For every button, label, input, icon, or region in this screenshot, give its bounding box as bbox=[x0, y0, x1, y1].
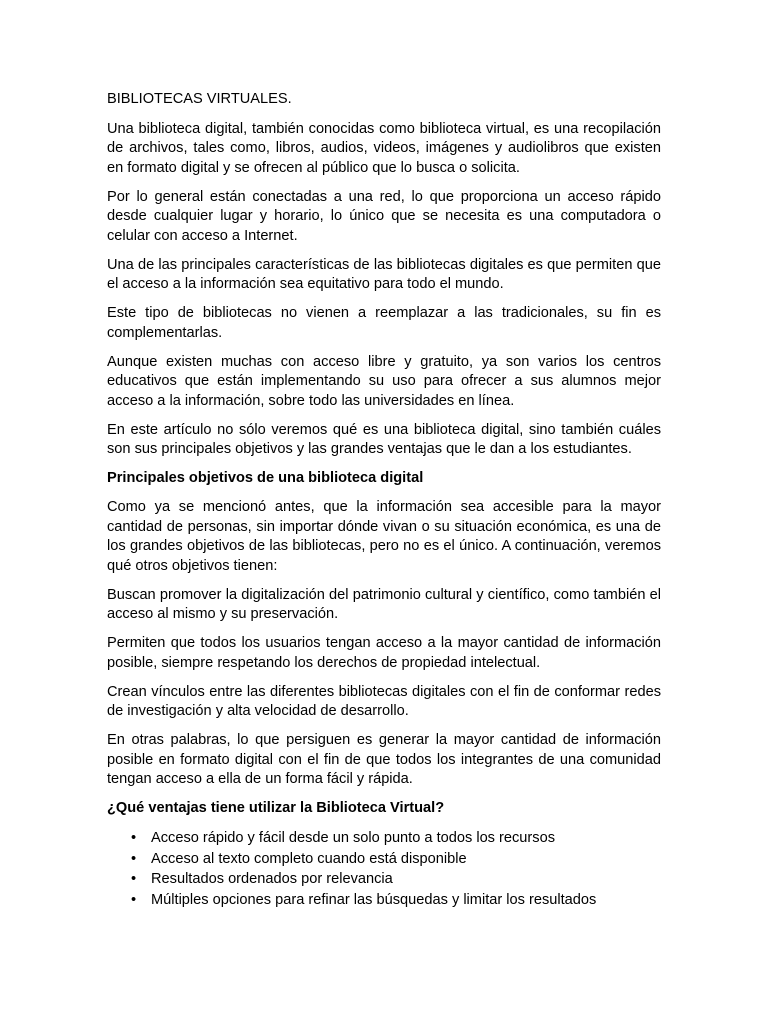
list-item bbox=[107, 869, 661, 890]
advantages-list bbox=[107, 828, 661, 910]
objectives-paragraph: Buscan promover la digitalización del patrimonio cultural y científico, como también el acceso al mismo y su preservación. bbox=[107, 586, 661, 622]
intro-paragraph: Una biblioteca digital, también conocidas como biblioteca virtual, es una recopilación de archivos, tales como, libros, audios, videos, imágenes y audiolibros que existen en formato digital y se ofrecen al público que lo busca o solicita. bbox=[107, 120, 661, 176]
list-item bbox=[107, 828, 661, 849]
bullet-icon: • bbox=[131, 891, 137, 908]
intro-paragraph: Este tipo de bibliotecas no vienen a reemplazar a las tradicionales, su fin es complementarlas. bbox=[107, 305, 661, 341]
intro-paragraph: Una de las principales características de las bibliotecas digitales es que permiten que el acceso a la información sea equitativo para todo el mundo. bbox=[107, 256, 661, 292]
section-heading-advantages: ¿Qué ventajas tiene utilizar la Biblioteca Virtual? bbox=[107, 800, 445, 816]
bullet-icon: • bbox=[131, 871, 137, 887]
objectives-paragraph: En otras palabras, lo que persiguen es generar la mayor cantidad de información posible en formato digital con el fin de que todos los integrantes de una comunidad tengan acceso a ella de un forma fácil y rápida. bbox=[107, 732, 661, 787]
bullet-icon: • bbox=[131, 850, 137, 867]
section-heading-objectives: Principales objetivos de una biblioteca digital bbox=[107, 470, 424, 486]
list-item-text: Acceso rápido y fácil desde un solo punto a todos los recursos bbox=[151, 830, 555, 846]
intro-paragraph: Aunque existen muchas con acceso libre y gratuito, ya son varios los centros educativos que están implementando su uso para ofrecer a sus alumnos mejor acceso a la información, sobre todo las universidades en línea. bbox=[107, 353, 661, 409]
intro-paragraph: En este artículo no sólo veremos qué es una biblioteca digital, sino también cuáles son sus principales objetivos y las grandes ventajas que le dan a los estudiantes. bbox=[107, 421, 661, 457]
intro-paragraph: Por lo general están conectadas a una red, lo que proporciona un acceso rápido desde cualquier lugar y horario, lo único que se necesita es una computadora o celular con acceso a Internet. bbox=[107, 188, 661, 244]
objectives-paragraph: Crean vínculos entre las diferentes bibliotecas digitales con el fin de conformar redes de investigación y alta velocidad de desarrollo. bbox=[107, 683, 661, 719]
list-item bbox=[107, 849, 661, 870]
list-item-text: Acceso al texto completo cuando está disponible bbox=[151, 850, 467, 867]
objectives-paragraph: Como ya se mencionó antes, que la información sea accesible para la mayor cantidad de personas, sin importar dónde vivan o su situación económica, es una de los grandes objetivos de las bibliotecas, pero no es el único. A continuación, veremos qué otros objetivos tienen: bbox=[107, 499, 661, 574]
list-item-text: Múltiples opciones para refinar las búsquedas y limitar los resultados bbox=[151, 891, 597, 908]
bullet-icon: • bbox=[131, 830, 137, 846]
objectives-paragraph: Permiten que todos los usuarios tengan acceso a la mayor cantidad de información posible, siempre respetando los derechos de propiedad intelectual. bbox=[107, 635, 661, 671]
list-item-text: Resultados ordenados por relevancia bbox=[151, 871, 393, 887]
document-title: BIBLIOTECAS VIRTUALES. bbox=[107, 91, 292, 107]
list-item bbox=[107, 890, 661, 911]
